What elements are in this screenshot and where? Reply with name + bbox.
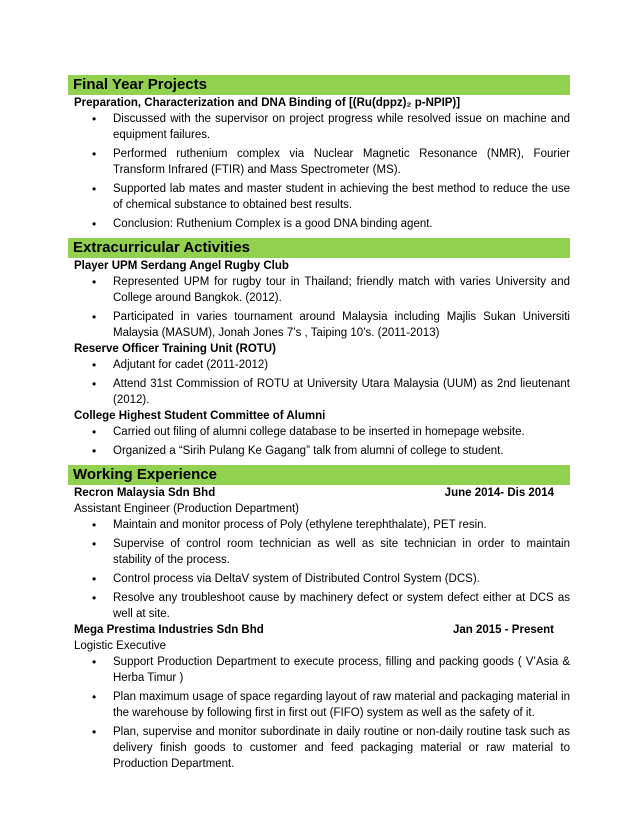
list-item: • Adjutant for cadet (2011-2012) (68, 357, 570, 373)
section-heading: Final Year Projects (68, 75, 570, 95)
section-heading: Working Experience (68, 465, 570, 485)
activity-title: College Highest Student Committee of Alumni (74, 410, 326, 422)
bullet-list (68, 424, 570, 459)
list-item: • Performed ruthenium complex via Nuclear Magnetic Resonance (NMR), Fourier Transform Infrared (FTIR) and Mass Spectrometer (MS). (68, 146, 570, 178)
company-name: Mega Prestima Industries Sdn Bhd (74, 624, 264, 636)
list-item: • Supported lab mates and master student in achieving the best method to reduce the use of chemical substance to obtained best results. (68, 181, 570, 213)
project-title: Preparation, Characterization and DNA Binding of [(Ru(dppz)₂ p-NPIP)] (74, 97, 461, 109)
list-item: • Plan, supervise and monitor subordinate in daily routine or non-daily routine task such as delivery finish goods to customer and feed packaging material or raw material to Production Department. (68, 724, 570, 772)
list-item: • Plan maximum usage of space regarding layout of raw material and packaging material in the warehouse by following first in first out (FIFO) system as well as the safety of it. (68, 689, 570, 721)
bullet-list (68, 274, 570, 341)
working-experience-section (68, 465, 570, 772)
list-item: • Participated in varies tournament around Malaysia including Majlis Sukan Universiti Malaysia (MASUM), Jonah Jones 7’s , Taiping 10’s. (2011-2013) (68, 309, 570, 341)
bullet-list (68, 517, 570, 622)
bullet-list (68, 357, 570, 408)
list-item: • Attend 31st Commission of ROTU at University Utara Malaysia (UUM) as 2nd lieutenant (2012). (68, 376, 570, 408)
job-period: June 2014- Dis 2014 (444, 487, 554, 499)
list-item: • Carried out filing of alumni college database to be inserted in homepage website. (68, 424, 570, 440)
list-item: • Represented UPM for rugby tour in Thailand; friendly match with varies University and College around Bangkok. (2012). (68, 274, 570, 306)
list-item: • Conclusion: Ruthenium Complex is a good DNA binding agent. (68, 216, 570, 232)
company-name: Recron Malaysia Sdn Bhd (74, 487, 216, 499)
list-item: • Maintain and monitor process of Poly (ethylene terephthalate), PET resin. (68, 517, 570, 533)
list-item: • Discussed with the supervisor on project progress while resolved issue on machine and equipment failures. (68, 111, 570, 143)
bullet-list (68, 111, 570, 232)
final-year-projects-section (68, 75, 570, 232)
job-header (68, 485, 570, 501)
activity-title: Reserve Officer Training Unit (ROTU) (74, 343, 276, 355)
list-item: • Support Production Department to execute process, filling and packing goods ( V’Asia & Herba Timur ) (68, 654, 570, 686)
job-role: Assistant Engineer (Production Department) (74, 503, 299, 515)
list-item: • Supervise of control room technician as well as site technician in order to maintain stability of the process. (68, 536, 570, 568)
list-item: • Organized a “Sirih Pulang Ke Gagang” talk from alumni of college to student. (68, 443, 570, 459)
activity-title: Player UPM Serdang Angel Rugby Club (74, 260, 289, 272)
list-item: • Control process via DeltaV system of Distributed Control System (DCS). (68, 571, 570, 587)
job-role: Logistic Executive (74, 640, 167, 652)
bullet-list (68, 654, 570, 772)
section-heading: Extracurricular Activities (68, 238, 570, 258)
job-header (68, 622, 570, 638)
list-item: • Resolve any troubleshoot cause by machinery defect or system defect either at DCS as well at site. (68, 590, 570, 622)
job-period: Jan 2015 - Present (452, 624, 554, 636)
extracurricular-section (68, 238, 570, 459)
